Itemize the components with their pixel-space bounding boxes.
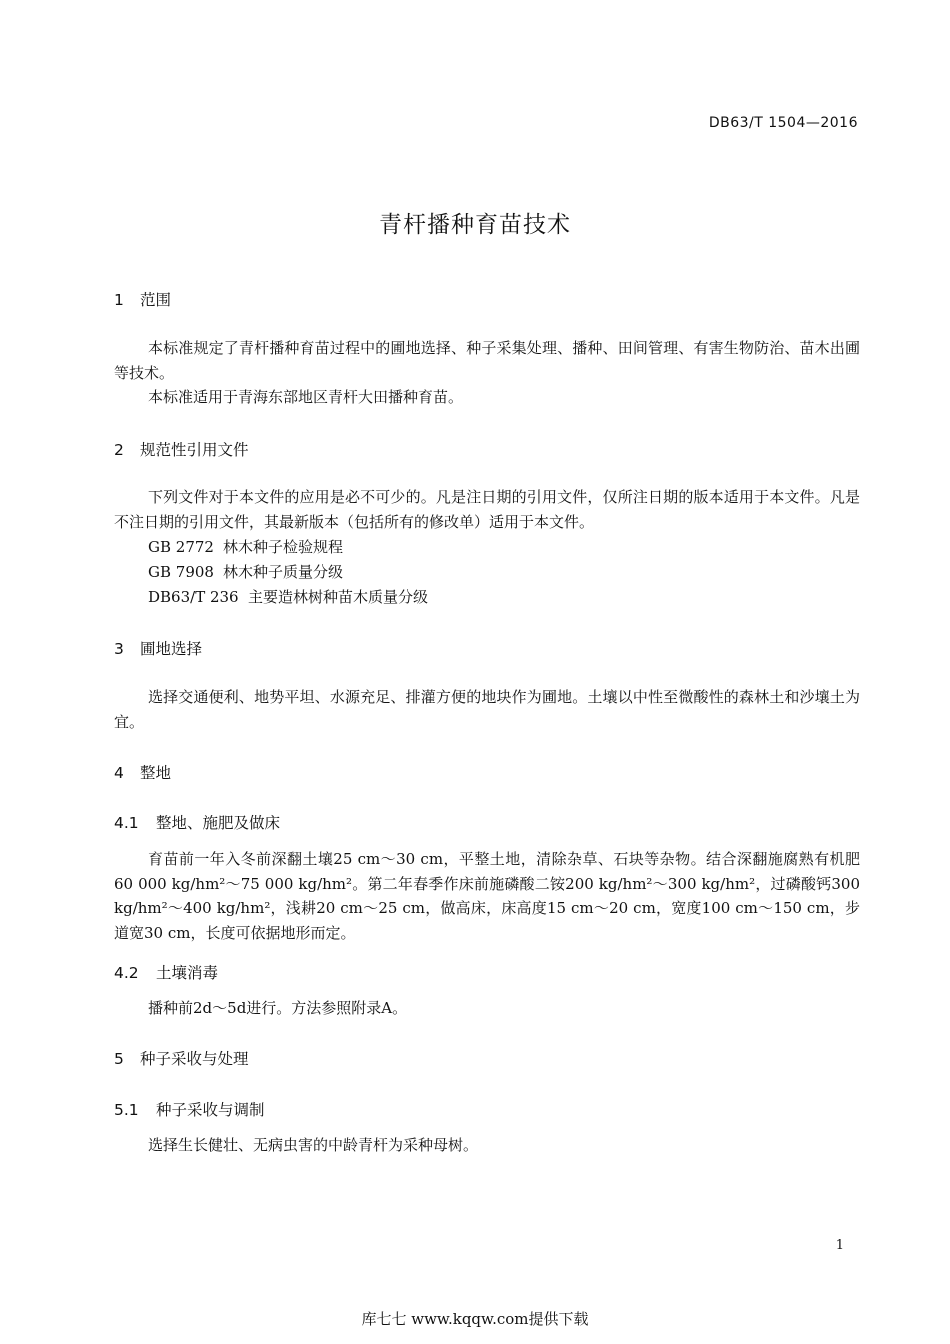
subsection-number: 5.1: [114, 1101, 139, 1119]
reference-code: GB 2772: [148, 538, 214, 556]
section-3-paragraph: 选择交通便利、地势平坦、水源充足、排灌方便的地块作为圃地。土壤以中性至微酸性的森林土和沙壤土为宜。: [114, 688, 860, 731]
subsection-4-1-paragraph: 育苗前一年入冬前深翻土壤25 cm～30 cm，平整土地，清除杂草、石块等杂物。结合深翻施腐熟有机肥60 000 kg/hm²～75 000 kg/hm²。第二年春季作床前施磷酸二铵200 kg/hm²～300 kg/hm²，过磷酸钙300 kg/hm²～400 kg/hm²，浅耕20 cm～25 cm，做高床，床高度15 cm～20 cm，宽度100 cm～150 cm，步道宽30 cm，长度可依据地形而定。: [114, 850, 860, 942]
section-1-heading: [114, 288, 171, 310]
section-title: 规范性引用文件: [140, 441, 249, 459]
section-number: 2: [114, 441, 124, 459]
section-1-paragraph-2: 本标准适用于青海东部地区青杆大田播种育苗。: [148, 388, 464, 406]
document-title: 青杆播种育苗技术: [379, 212, 571, 238]
subsection-title: 整地、施肥及做床: [156, 814, 281, 832]
reference-code: GB 7908: [148, 563, 214, 581]
page-number: 1: [835, 1238, 844, 1253]
reference-code: DB63/T 236: [148, 588, 239, 606]
section-2-heading: [114, 438, 249, 460]
reference-name: 林木种子质量分级: [223, 563, 344, 581]
section-number: 3: [114, 640, 124, 658]
subsection-title: 土壤消毒: [156, 964, 219, 982]
section-title: 范围: [140, 291, 172, 309]
section-4-heading: [114, 761, 171, 783]
subsection-number: 4.2: [114, 964, 139, 982]
section-title: 种子采收与处理: [140, 1050, 249, 1068]
section-number: 4: [114, 764, 124, 782]
subsection-title: 种子采收与调制: [156, 1101, 265, 1119]
section-2-paragraph: 下列文件对于本文件的应用是必不可少的。凡是注日期的引用文件，仅所注日期的版本适用于本文件。凡是不注日期的引用文件，其最新版本（包括所有的修改单）适用于本文件。: [114, 488, 860, 531]
subsection-5-1-paragraph: 选择生长健壮、无病虫害的中龄青杆为采种母树。: [148, 1136, 479, 1154]
reference-item: [148, 561, 343, 582]
reference-item: [148, 586, 428, 607]
standard-id: DB63/T 1504—2016: [708, 115, 858, 131]
subsection-4-1-heading: [114, 811, 280, 833]
reference-name: 林木种子检验规程: [223, 538, 344, 556]
section-1-paragraph-1: 本标准规定了青杆播种育苗过程中的圃地选择、种子采集处理、播种、田间管理、有害生物防治、苗木出圃等技术。: [114, 339, 860, 382]
section-number: 5: [114, 1050, 124, 1068]
section-number: 1: [114, 291, 124, 309]
section-3-heading: [114, 637, 202, 659]
reference-item: [148, 536, 343, 557]
subsection-4-2-heading: [114, 961, 218, 983]
subsection-number: 4.1: [114, 814, 139, 832]
section-title: 整地: [140, 764, 172, 782]
reference-name: 主要造林树种苗木质量分级: [248, 588, 429, 606]
footer-watermark: 库七七 www.kqqw.com提供下载: [361, 1310, 589, 1328]
section-5-heading: [114, 1047, 249, 1069]
subsection-4-2-paragraph: 播种前2d～5d进行。方法参照附录A。: [148, 999, 408, 1017]
section-title: 圃地选择: [140, 640, 203, 658]
subsection-5-1-heading: [114, 1098, 265, 1120]
